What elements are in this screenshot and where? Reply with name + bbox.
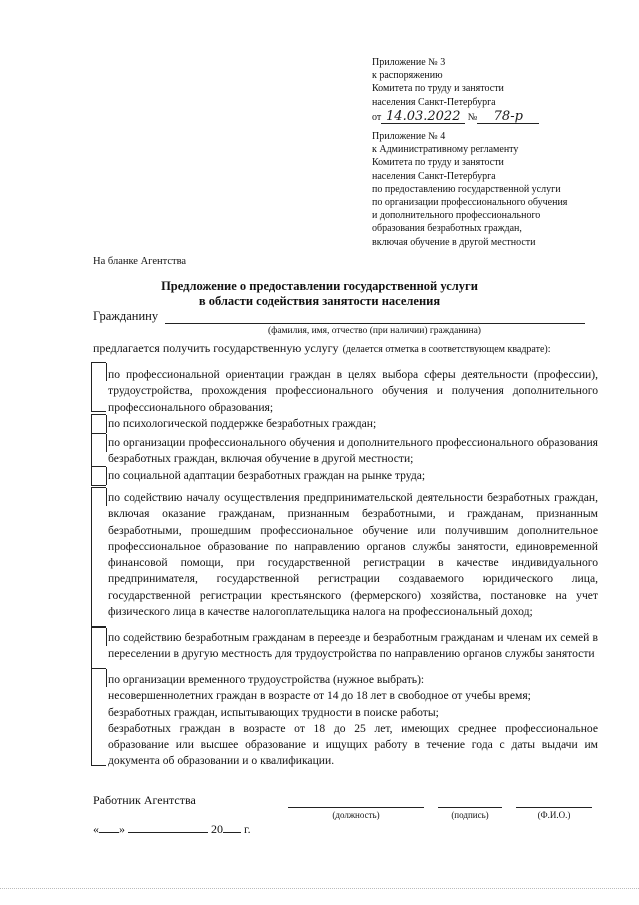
checkbox-item-2[interactable] — [91, 414, 106, 434]
option-text-2: по психологической поддержке безработных граждан; — [108, 417, 377, 430]
option-text-5: по содействию началу осуществления предпринимательской деятельности безработных граждан, включая оказание гражданам, признанным безработными, и гражданам, признанным безработными, прошедшим профессиональное обучение или получившим дополнительное профессиональное образование по направлению органов службы занятости, единовременной финансовой помощи, при государственной регистрации в качестве индивидуального предпринимателя, государственной регистрации создаваемого юридического лица, государственной регистрации крестьянского (фермерского) хозяйства, постановке на учет физического лица в качестве налогоплательщика налога на профессиональный доход; — [108, 491, 598, 619]
signature-field[interactable] — [438, 807, 502, 820]
appendix-3-line: Приложение № 3 — [372, 57, 446, 68]
fio-field[interactable] — [516, 807, 592, 820]
appendix-4-line: к Административному регламенту — [372, 144, 519, 156]
checkbox-item-4[interactable] — [91, 466, 106, 486]
title-line-2: в области содействия занятости населения — [198, 294, 441, 308]
date-open-quote: « — [93, 822, 99, 836]
year-field[interactable] — [223, 832, 241, 833]
document-title — [0, 279, 639, 309]
appendix-4-block — [372, 130, 567, 249]
appendix-4-line: и дополнительного профессионального — [372, 210, 541, 222]
appendix-3-line: к распоряжению — [372, 70, 443, 82]
checkbox-item-1[interactable] — [91, 362, 106, 412]
appendix-4-line: Приложение № 4 — [372, 131, 446, 142]
checkbox-item-3[interactable] — [91, 433, 106, 467]
number-label: № — [467, 111, 478, 123]
position-field[interactable] — [288, 807, 424, 820]
checkbox-item-5[interactable] — [91, 487, 106, 627]
position-hint: (должность) — [332, 810, 380, 820]
appendix-3-date-row — [372, 110, 539, 124]
checkbox-item-7[interactable] — [91, 668, 106, 766]
appendix-4-line: по организации профессионального обучения — [372, 197, 568, 209]
date-century: 20 — [211, 822, 223, 836]
handwritten-date: 14.03.2022 — [381, 110, 465, 124]
date-prefix: от — [372, 111, 382, 123]
worker-label: Работник Агентства — [93, 793, 196, 807]
date-line — [93, 822, 251, 837]
option-text-6: по содействию безработным гражданам в переезде и безработным гражданам и членам их семей в переселении в другую местность для трудоустройства по направлению органов службы занятости — [108, 631, 598, 661]
appendix-3-line: населения Санкт-Петербурга — [372, 96, 496, 108]
appendix-3-line: Комитета по труду и занятости — [372, 83, 504, 95]
day-field[interactable] — [99, 832, 119, 833]
citizen-name-field[interactable] — [165, 323, 585, 324]
date-close-quote: » — [119, 822, 125, 836]
citizen-hint: (фамилия, имя, отчество (при наличии) гражданина) — [268, 326, 481, 336]
offer-hint: (делается отметка в соответствующем квадрате): — [342, 344, 551, 355]
citizen-label: Гражданину — [93, 309, 159, 323]
handwritten-number: 78-р — [477, 110, 539, 124]
option-text-4: по социальной адаптации безработных граждан на рынке труда; — [108, 469, 426, 482]
option-text-3: по организации профессионального обучения и дополнительного профессионального образования безработных граждан, включая обучение в другой местности; — [108, 436, 598, 466]
appendix-4-line: населения Санкт-Петербурга — [372, 170, 496, 182]
appendix-4-line: Комитета по труду и занятости — [372, 157, 504, 169]
page-bottom-divider — [0, 888, 639, 889]
signature-hint: (подпись) — [451, 810, 489, 820]
option-text-7: по организации временного трудоустройства (нужное выбрать): несовершеннолетних граждан в возрасте от 14 до 18 лет в свободное от учебы время; безработных граждан, испытывающих трудности в поиске работы; безработных граждан в возрасте от 18 до 25 лет, имеющих среднее профессиональное образование или высшее образование и ищущих работу в течение года с даты выдачи им документа об образовании и о квалификации. — [108, 673, 598, 768]
offer-text: предлагается получить государственную услугу — [93, 341, 339, 355]
option-text-1: по профессиональной ориентации граждан в целях выбора сферы деятельности (профессии), трудоустройства, прохождения профессионального обучения и получения дополнительного профессионального образования; — [108, 368, 598, 414]
checkbox-item-6[interactable] — [91, 627, 106, 669]
offer-line — [93, 339, 551, 357]
appendix-4-line: включая обучение в другой местности — [372, 236, 536, 248]
letterhead-note: На бланке Агентства — [93, 256, 187, 267]
fio-hint: (Ф.И.О.) — [537, 810, 571, 820]
title-line-1: Предложение о предоставлении государственной услуги — [161, 279, 478, 293]
appendix-3-block — [372, 56, 539, 124]
appendix-4-line: образования безработных граждан, — [372, 223, 522, 235]
appendix-4-line: по предоставлению государственной услуги — [372, 183, 561, 195]
date-year-suffix: г. — [244, 822, 251, 836]
month-field[interactable] — [128, 832, 208, 833]
